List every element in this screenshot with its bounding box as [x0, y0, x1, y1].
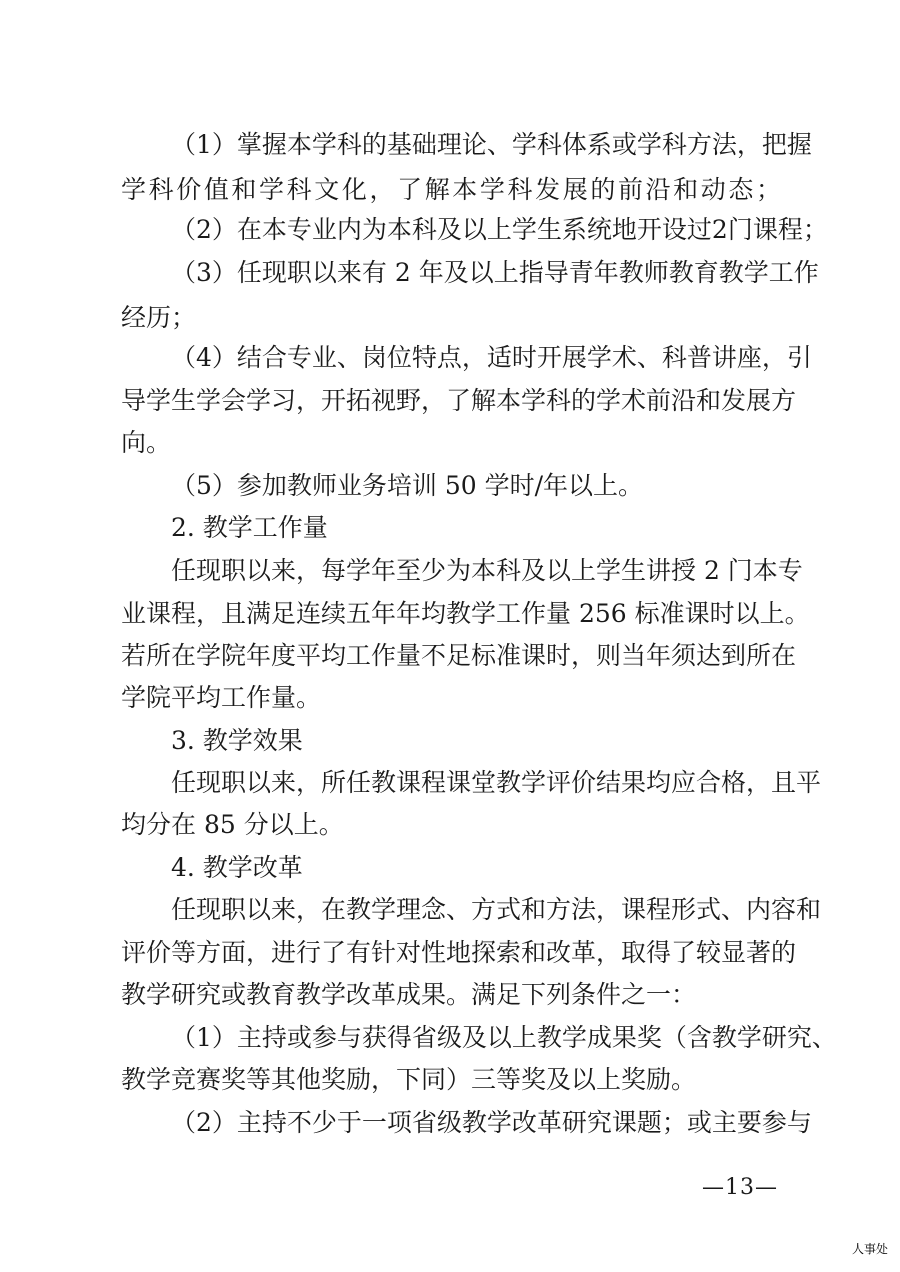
text-line: （2）主持不少于一项省级教学改革研究课题；或主要参与 [171, 1108, 812, 1137]
text-line: 若所在学院年度平均工作量不足标准课时，则当年须达到所在 [121, 641, 797, 670]
text-line: 经历； [121, 303, 197, 332]
text-line: 学科价值和学科文化，了解本学科发展的前沿和动态； [121, 175, 781, 204]
text-line: （1）主持或参与获得省级及以上教学成果奖（含教学研究、 [171, 1023, 837, 1052]
text-line: 教学研究或教育教学改革成果。满足下列条件之一： [121, 980, 697, 1009]
text-line: （4）结合专业、岗位特点，适时开展学术、科普讲座，引 [171, 343, 812, 372]
text-line: 向。 [121, 428, 172, 457]
section-heading: 4. 教学改革 [171, 853, 303, 882]
watermark-label: 人事处 [851, 1242, 888, 1256]
section-heading: 2. 教学工作量 [171, 513, 328, 542]
text-line: （1）掌握本学科的基础理论、学科体系或学科方法，把握 [171, 130, 812, 159]
text-line: 业课程，且满足连续五年年均教学工作量 256 标准课时以上。 [121, 599, 810, 628]
text-line: 任现职以来，所任教课程课堂教学评价结果均应合格，且平 [171, 768, 822, 797]
text-line: （3）任现职以来有 2 年及以上指导青年教师教育教学工作 [171, 258, 819, 287]
text-line: 导学生学会学习，开拓视野，了解本学科的学术前沿和发展方 [121, 386, 797, 415]
text-line: 评价等方面，进行了有针对性地探索和改革，取得了较显著的 [121, 938, 797, 967]
text-line: （5）参加教师业务培训 50 学时/年以上。 [171, 471, 644, 500]
text-line: 任现职以来，在教学理念、方式和方法，课程形式、内容和 [171, 895, 822, 924]
text-line: 任现职以来，每学年至少为本科及以上学生讲授 2 门本专 [171, 556, 803, 585]
text-line: 学院平均工作量。 [121, 683, 322, 712]
page-number: —13— [702, 1175, 778, 1200]
text-line: 教学竞赛奖等其他奖励，下同）三等奖及以上奖励。 [121, 1065, 697, 1094]
section-heading: 3. 教学效果 [171, 726, 303, 755]
text-line: （2）在本专业内为本科及以上学生系统地开设过2门课程； [171, 215, 828, 244]
text-line: 均分在 85 分以上。 [121, 810, 344, 839]
